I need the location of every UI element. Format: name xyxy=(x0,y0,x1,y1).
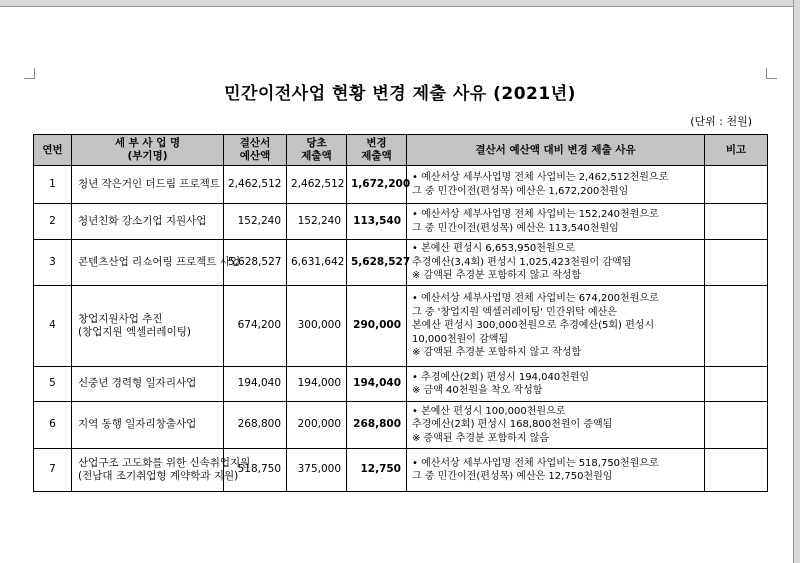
note-cell xyxy=(705,286,768,367)
settle-budget-cell: 2,462,512 xyxy=(224,166,287,204)
row-number: 5 xyxy=(34,367,72,402)
project-name-line: (전남대 조기취업형 계약학과 지원) xyxy=(78,470,239,482)
settle-budget-cell: 194,040 xyxy=(224,367,287,402)
row-number: 3 xyxy=(34,240,72,286)
table-row xyxy=(34,240,768,286)
note-cell xyxy=(705,166,768,204)
header-initial xyxy=(287,135,347,166)
note-cell xyxy=(705,204,768,240)
header-changed xyxy=(347,135,407,166)
project-name-line: 지역 동행 일자리창출사업 xyxy=(78,418,197,431)
header-settle xyxy=(224,135,287,166)
table-row xyxy=(34,367,768,402)
reason-line: 10,000천원이 감액됨 xyxy=(412,333,509,345)
note-cell xyxy=(705,449,768,492)
reason-line: ※ 증액된 추경분 포함하지 않음 xyxy=(412,432,550,444)
header-reason: 결산서 예산액 대비 변경 제출 사유 xyxy=(407,135,705,166)
reason-line: • 본예산 편성시 100,000천원으로 xyxy=(412,405,566,417)
changed-amount-cell: 5,628,527 xyxy=(347,240,407,286)
row-number: 7 xyxy=(34,449,72,492)
header-changed-line1: 변경 xyxy=(366,137,387,149)
table-row xyxy=(34,166,768,204)
table-row xyxy=(34,402,768,449)
project-name-line: 콘텐츠산업 리쇼어링 프로젝트 사업 xyxy=(78,255,241,268)
changed-amount-cell: 290,000 xyxy=(347,286,407,367)
project-name-line: 청년 작은거인 더드림 프로젝트 xyxy=(78,177,220,190)
project-name-line: 신중년 경력형 일자리사업 xyxy=(78,377,197,390)
reason-line: 그 중 민간이전(편성목) 예산은 113,540천원임 xyxy=(412,222,619,234)
settle-budget-cell: 674,200 xyxy=(224,286,287,367)
table-row xyxy=(34,204,768,240)
header-no: 연번 xyxy=(34,135,72,166)
row-number: 1 xyxy=(34,166,72,204)
changed-amount-cell: 12,750 xyxy=(347,449,407,492)
page-corner-mark-right xyxy=(766,68,777,79)
reason-cell xyxy=(407,449,705,492)
initial-amount-cell: 194,000 xyxy=(287,367,347,402)
document-title: 민간이전사업 현황 변경 제출 사유 (2021년) xyxy=(224,84,576,104)
settle-budget-cell: 518,750 xyxy=(224,449,287,492)
initial-amount-cell: 300,000 xyxy=(287,286,347,367)
project-name-line: (창업지원 엑셀러레이팅) xyxy=(78,326,191,338)
initial-amount-cell: 152,240 xyxy=(287,204,347,240)
page-corner-mark-left xyxy=(24,68,35,79)
reason-cell xyxy=(407,367,705,402)
header-initial-line2: 제출액 xyxy=(301,150,332,162)
header-changed-line2: 제출액 xyxy=(361,150,392,162)
project-name-cell xyxy=(72,240,241,286)
reason-line: • 예산서상 세부사업명 전체 사업비는 152,240천원으로 xyxy=(412,209,659,220)
reason-line: • 예산서상 세부사업명 전체 사업비는 518,750천원으로 xyxy=(412,457,659,469)
changed-amount-cell: 194,040 xyxy=(347,367,407,402)
initial-amount-cell: 2,462,512 xyxy=(287,166,347,204)
header-name-line2: (부기명) xyxy=(127,150,168,162)
change-reason-table xyxy=(33,134,768,492)
reason-line: • 추경예산(2회) 편성시 194,040천원임 xyxy=(412,371,590,383)
project-name-cell xyxy=(72,449,251,492)
note-cell xyxy=(705,367,768,402)
project-name-cell xyxy=(72,204,224,240)
initial-amount-cell: 200,000 xyxy=(287,402,347,449)
reason-line: 그 중 민간이전(편성목) 예산은 12,750천원임 xyxy=(412,471,613,482)
changed-amount-cell: 113,540 xyxy=(347,204,407,240)
header-settle-line2: 예산액 xyxy=(239,150,271,162)
project-name-line: 창업지원사업 추진 xyxy=(78,312,163,325)
settle-budget-cell: 268,800 xyxy=(224,402,287,449)
reason-line: ※ 감액된 추경분 포함하지 않고 작성함 xyxy=(412,347,582,359)
header-note: 비고 xyxy=(705,135,768,166)
project-name-cell xyxy=(72,402,224,449)
reason-line: 본예산 편성시 300,000천원으로 추경예산(5회) 편성시 xyxy=(412,320,655,332)
window-top-edge xyxy=(0,0,800,7)
header-name xyxy=(72,135,224,166)
project-name-cell xyxy=(72,367,224,402)
reason-cell xyxy=(407,166,705,204)
table-row xyxy=(34,286,768,367)
row-number: 2 xyxy=(34,204,72,240)
settle-budget-cell: 152,240 xyxy=(224,204,287,240)
project-name-line: 산업구조 고도화를 위한 신속취업지원 xyxy=(78,456,251,469)
settle-budget-cell: 5,628,527 xyxy=(224,240,287,286)
header-name-line1: 세 부 사 업 명 xyxy=(114,137,181,149)
reason-line: • 본예산 편성시 6,653,950천원으로 xyxy=(412,243,575,255)
reason-cell xyxy=(407,402,705,449)
reason-cell xyxy=(407,204,705,240)
reason-line: • 예산서상 세부사업명 전체 사업비는 2,462,512천원으로 xyxy=(412,172,669,183)
table-row xyxy=(34,449,768,492)
row-number: 4 xyxy=(34,286,72,367)
header-settle-line1: 결산서 xyxy=(239,137,271,149)
initial-amount-cell: 375,000 xyxy=(287,449,347,492)
project-name-line: 청년친화 강소기업 지원사업 xyxy=(78,214,207,227)
note-cell xyxy=(705,402,768,449)
reason-line: 추경예산(2회) 편성시 168,800천원이 증액됨 xyxy=(412,419,613,431)
reason-line: 그 중 민간이전(편성목) 예산은 1,672,200천원임 xyxy=(412,185,629,197)
table-header-row xyxy=(34,135,768,166)
reason-line: 추경예산(3,4회) 편성시 1,025,423천원이 감액됨 xyxy=(412,256,632,268)
header-initial-line1: 당초 xyxy=(306,137,327,149)
reason-line: ※ 감액된 추경분 포함하지 않고 작성함 xyxy=(412,270,582,282)
initial-amount-cell: 6,631,642 xyxy=(287,240,347,286)
row-number: 6 xyxy=(34,402,72,449)
changed-amount-cell: 268,800 xyxy=(347,402,407,449)
unit-label: (단위 : 천원) xyxy=(690,115,752,128)
reason-cell xyxy=(407,286,705,367)
reason-line: 그 중 '창업지원 엑셀러레이팅' 민간위탁 예산은 xyxy=(412,306,617,318)
reason-line: ※ 금액 40천원을 착오 작성함 xyxy=(412,385,543,396)
reason-line: • 예산서상 세부사업명 전체 사업비는 674,200천원으로 xyxy=(412,293,659,305)
note-cell xyxy=(705,240,768,286)
changed-amount-cell: 1,672,200 xyxy=(347,166,407,204)
project-name-cell xyxy=(72,286,224,367)
reason-cell xyxy=(407,240,705,286)
project-name-cell xyxy=(72,166,224,204)
